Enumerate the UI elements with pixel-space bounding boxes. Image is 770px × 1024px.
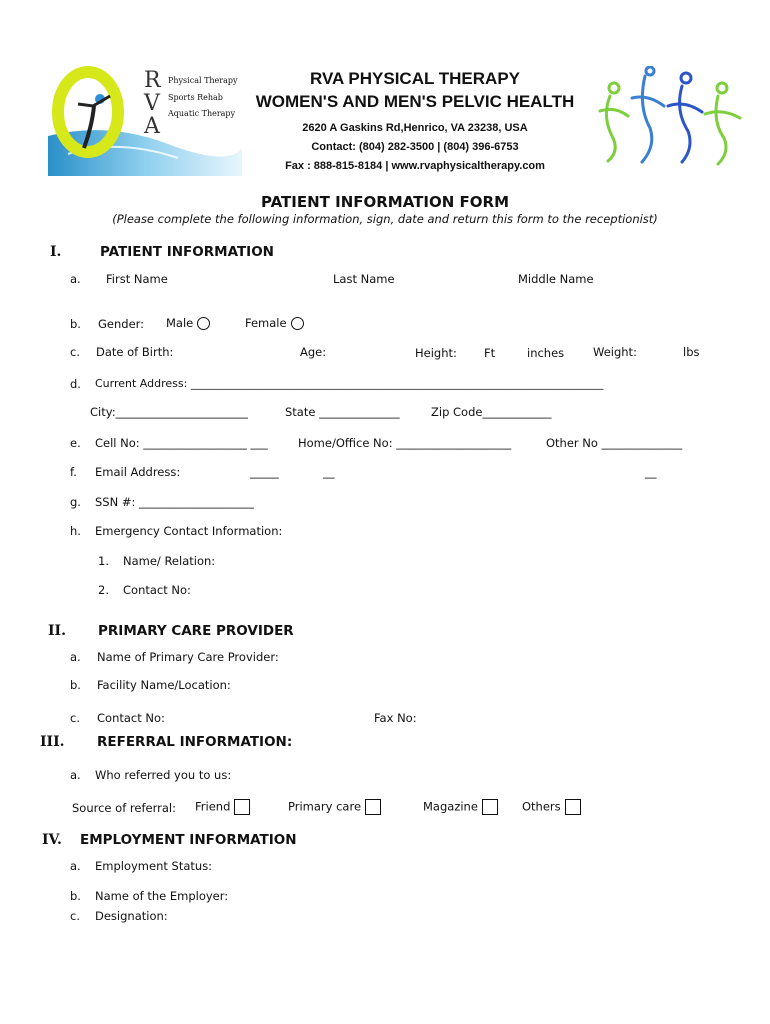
item-d-label: d. xyxy=(70,377,81,391)
item-c-label: c. xyxy=(70,345,80,359)
last-name-field[interactable]: Last Name xyxy=(333,272,395,286)
item-e-label: e. xyxy=(70,436,81,450)
employer-name-field[interactable]: Name of the Employer: xyxy=(95,889,229,903)
other-no-field[interactable]: Other No ______________ xyxy=(546,436,683,450)
section-1-number: I. xyxy=(50,244,62,260)
age-field[interactable]: Age: xyxy=(300,345,327,359)
friend-checkbox[interactable] xyxy=(234,799,250,815)
weight-field[interactable]: Weight: xyxy=(593,345,637,359)
gender-label: Gender: xyxy=(98,317,145,331)
clinic-fax-web: Fax : 888-815-8184 | www.rvaphysicaltherapy.com xyxy=(285,160,545,172)
email-blank-1: _____ xyxy=(250,465,279,479)
section-1-title: PATIENT INFORMATION xyxy=(100,244,274,260)
emergency-contact-heading: Emergency Contact Information: xyxy=(95,524,283,538)
source-of-referral-label: Source of referral: xyxy=(72,801,176,815)
cell-no-field[interactable]: Cell No: __________________ ___ xyxy=(95,436,268,450)
dancing-figures-art xyxy=(590,66,750,166)
provider-contact-no-field[interactable]: Contact No: xyxy=(97,711,165,725)
male-label: Male xyxy=(166,316,194,330)
referral-primary-care-option[interactable] xyxy=(288,799,381,815)
others-checkbox[interactable] xyxy=(565,799,581,815)
male-option[interactable] xyxy=(166,316,210,330)
magazine-label: Magazine xyxy=(423,799,478,814)
item-f-label: f. xyxy=(70,465,77,479)
logo-letter-v: V xyxy=(144,91,160,116)
clinic-address: 2620 A Gaskins Rd,Henrico, VA 23238, USA xyxy=(302,122,528,134)
section-3-title: REFERRAL INFORMATION: xyxy=(97,734,293,750)
s4-item-c-label: c. xyxy=(70,909,80,923)
clinic-name: RVA PHYSICAL THERAPY xyxy=(309,69,521,88)
referral-friend-option[interactable] xyxy=(195,799,250,815)
referral-magazine-option[interactable] xyxy=(423,799,498,815)
emergency-contact-no-field[interactable]: Contact No: xyxy=(123,583,191,597)
s2-item-b-label: b. xyxy=(70,678,81,692)
form-title: PATIENT INFORMATION FORM xyxy=(261,193,509,211)
s4-item-b-label: b. xyxy=(70,889,81,903)
state-field[interactable]: State ______________ xyxy=(285,405,400,419)
zip-code-field[interactable]: Zip Code____________ xyxy=(431,405,552,419)
height-inches-unit: inches xyxy=(527,346,565,360)
primary-care-provider-field[interactable]: Name of Primary Care Provider: xyxy=(97,650,279,664)
emergency-item-1-number: 1. xyxy=(98,554,109,568)
female-label: Female xyxy=(245,316,287,330)
primary-care-label: Primary care xyxy=(288,799,362,814)
who-referred-field[interactable]: Who referred you to us: xyxy=(95,768,232,782)
s4-item-a-label: a. xyxy=(70,859,81,873)
employment-status-field[interactable]: Employment Status: xyxy=(95,859,213,873)
magazine-checkbox[interactable] xyxy=(482,799,498,815)
provider-fax-no-field[interactable]: Fax No: xyxy=(374,711,417,725)
s2-item-a-label: a. xyxy=(70,650,81,664)
emergency-item-2-number: 2. xyxy=(98,583,109,597)
logo-line-3: Aquatic Therapy xyxy=(168,109,236,118)
height-ft-unit: Ft xyxy=(484,346,496,360)
clinic-subtitle: WOMEN'S AND MEN'S PELVIC HEALTH xyxy=(255,92,575,111)
primary-care-checkbox[interactable] xyxy=(365,799,381,815)
middle-name-field[interactable]: Middle Name xyxy=(518,272,594,286)
logo-line-1: Physical Therapy xyxy=(168,76,238,85)
weight-lbs-unit: lbs xyxy=(683,345,700,359)
emergency-name-relation-field[interactable]: Name/ Relation: xyxy=(123,554,216,568)
section-4-title: EMPLOYMENT INFORMATION xyxy=(80,832,297,848)
email-blank-3: __ xyxy=(645,465,657,479)
designation-field[interactable]: Designation: xyxy=(95,909,168,923)
form-instructions: (Please complete the following information, sign, date and return this form to the receptionist) xyxy=(112,212,658,226)
height-field[interactable]: Height: xyxy=(415,346,457,360)
logo-letter-a: A xyxy=(144,114,160,139)
s3-item-a-label: a. xyxy=(70,768,81,782)
male-radio[interactable] xyxy=(197,317,210,330)
facility-location-field[interactable]: Facility Name/Location: xyxy=(97,678,231,692)
referral-others-option[interactable] xyxy=(522,799,581,815)
item-a-label: a. xyxy=(70,272,81,286)
logo-letter-r: R xyxy=(144,68,161,93)
female-option[interactable] xyxy=(245,316,304,330)
section-2-title: PRIMARY CARE PROVIDER xyxy=(98,623,294,639)
item-b-label: b. xyxy=(70,317,81,331)
female-radio[interactable] xyxy=(291,317,304,330)
item-h-label: h. xyxy=(70,524,81,538)
clinic-contact: Contact: (804) 282-3500 | (804) 396-6753 xyxy=(311,141,519,153)
section-3-number: III. xyxy=(40,734,65,750)
city-field[interactable]: City:_______________________ xyxy=(90,405,248,419)
s2-item-c-label: c. xyxy=(70,711,80,725)
section-4-number: IV. xyxy=(42,832,62,848)
logo-line-2: Sports Rehab xyxy=(168,93,223,102)
home-office-no-field[interactable]: Home/Office No: ____________________ xyxy=(298,436,512,450)
others-label: Others xyxy=(522,799,561,814)
rva-logo xyxy=(48,66,242,176)
first-name-field[interactable]: First Name xyxy=(106,272,168,286)
ssn-field[interactable]: SSN #: ____________________ xyxy=(95,495,255,509)
dob-field[interactable]: Date of Birth: xyxy=(96,345,174,359)
email-address-field[interactable]: Email Address: xyxy=(95,465,181,479)
current-address-field[interactable]: Current Address: ___________________________________________________________________________ xyxy=(95,377,604,390)
item-g-label: g. xyxy=(70,495,81,509)
section-2-number: II. xyxy=(48,623,66,639)
friend-label: Friend xyxy=(195,799,231,814)
email-blank-2: __ xyxy=(323,465,335,479)
